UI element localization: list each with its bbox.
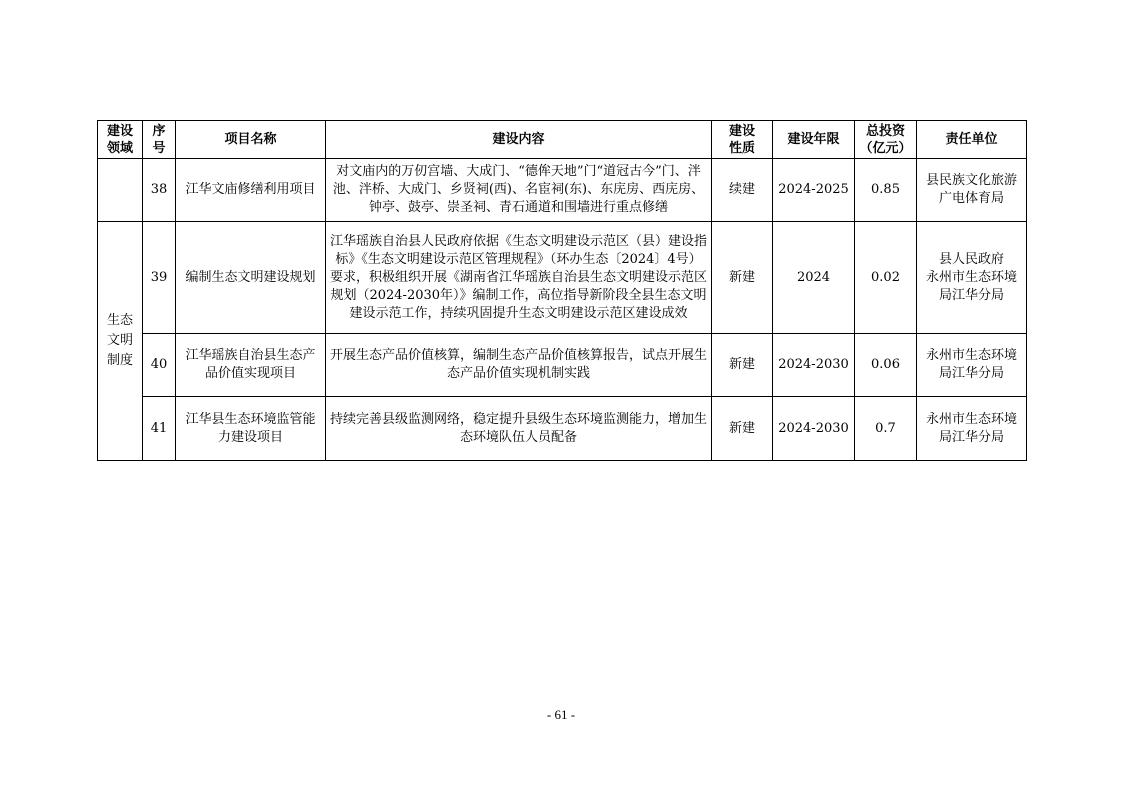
table-row <box>98 334 1027 397</box>
header-nature: 建设性质 <box>712 121 773 159</box>
nature-cell: 新建 <box>712 334 773 397</box>
content-cell: 开展生态产品价值核算，编制生态产品价值核算报告，试点开展生态产品价值实现机制实践 <box>326 334 712 397</box>
table-row <box>98 159 1027 222</box>
table-header-row <box>98 121 1027 159</box>
header-investment: 总投资（亿元） <box>855 121 917 159</box>
project-name-cell: 江华县生态环境监管能力建设项目 <box>176 397 326 461</box>
investment-cell: 0.85 <box>855 159 917 222</box>
unit-line-2: 永州市生态环境局江华分局 <box>925 269 1017 303</box>
header-name: 项目名称 <box>176 121 326 159</box>
seq-cell: 39 <box>143 222 176 334</box>
header-unit: 责任单位 <box>917 121 1027 159</box>
table-row <box>98 222 1027 334</box>
unit-cell: 永州市生态环境局江华分局 <box>917 397 1027 461</box>
unit-cell: 永州市生态环境局江华分局 <box>917 334 1027 397</box>
seq-cell: 38 <box>143 159 176 222</box>
project-name-cell: 江华瑶族自治县生态产品价值实现项目 <box>176 334 326 397</box>
table-row <box>98 397 1027 461</box>
period-cell: 2024 <box>773 222 855 334</box>
period-cell: 2024-2030 <box>773 334 855 397</box>
period-cell: 2024-2025 <box>773 159 855 222</box>
page-number: - 61 - <box>546 707 576 722</box>
investment-cell: 0.7 <box>855 397 917 461</box>
content-cell: 对文庙内的万仞宫墙、大成门、“德侔天地”门“道冠古今”门、泮池、泮桥、大成门、乡贤祠(西)、名宦祠(东)、东庑房、西庑房、钟亭、鼓亭、崇圣祠、青石通道和围墙进行重点修缮 <box>326 159 712 222</box>
header-period: 建设年限 <box>773 121 855 159</box>
content-cell: 江华瑶族自治县人民政府依据《生态文明建设示范区（县）建设指标》《生态文明建设示范区管理规程》（环办生态〔2024〕4号）要求，积极组织开展《湖南省江华瑶族自治县生态文明建设示范区规划（2024-2030年）》编制工作，高位指导新阶段全县生态文明建设示范工作，持续巩固提升生态文明建设示范区建设成效 <box>326 222 712 334</box>
project-name-cell: 江华文庙修缮利用项目 <box>176 159 326 222</box>
seq-cell: 40 <box>143 334 176 397</box>
investment-cell: 0.02 <box>855 222 917 334</box>
header-seq: 序号 <box>143 121 176 159</box>
seq-cell: 41 <box>143 397 176 461</box>
unit-cell: 县民族文化旅游广电体育局 <box>917 159 1027 222</box>
nature-cell: 续建 <box>712 159 773 222</box>
period-cell: 2024-2030 <box>773 397 855 461</box>
domain-cell-empty <box>98 159 143 222</box>
content-cell: 持续完善县级监测网络，稳定提升县级生态环境监测能力，增加生态环境队伍人员配备 <box>326 397 712 461</box>
domain-cell <box>98 222 143 461</box>
nature-cell: 新建 <box>712 222 773 334</box>
unit-cell <box>917 222 1027 334</box>
header-content: 建设内容 <box>326 121 712 159</box>
header-domain: 建设领域 <box>98 121 143 159</box>
unit-line-1: 县人民政府 <box>938 251 1004 267</box>
nature-cell: 新建 <box>712 397 773 461</box>
project-table <box>97 120 1027 461</box>
project-name-cell: 编制生态文明建设规划 <box>176 222 326 334</box>
domain-label: 生态文明制度 <box>106 313 133 368</box>
investment-cell: 0.06 <box>855 334 917 397</box>
